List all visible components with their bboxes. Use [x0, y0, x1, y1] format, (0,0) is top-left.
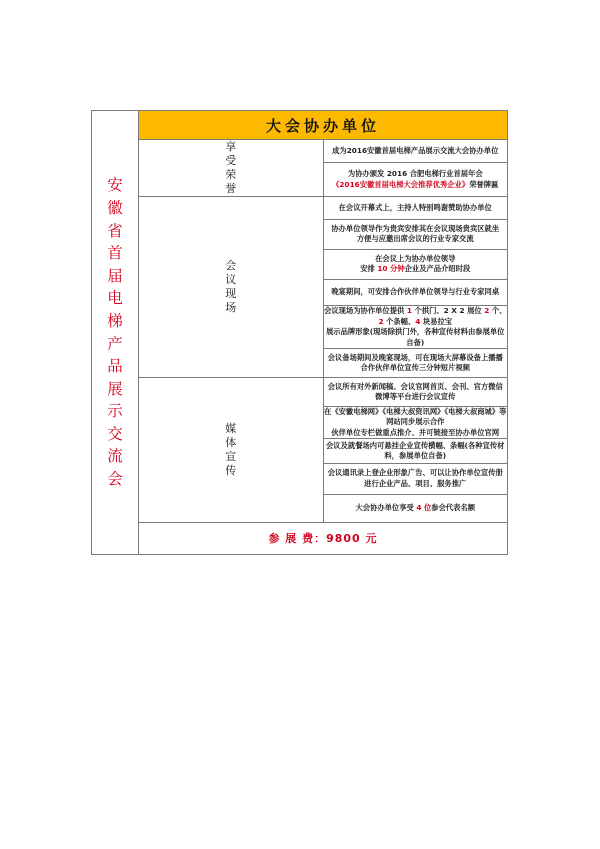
table-row	[92, 140, 508, 163]
item-text: 块易拉宝	[420, 316, 453, 326]
item-text: 会议所有对外新闻稿、会议官网首页、会刊、官方微信	[327, 381, 503, 391]
item-text: 在会议上为协办单位领导	[375, 253, 456, 263]
highlight-text: 《2016安徽首届电梯大会推荐优秀企业》	[332, 179, 470, 189]
item-text: 会议备场期间及晚宴现场，可在现场大屏幕设备上播播	[327, 352, 503, 362]
category-label: 媒体宣传	[225, 422, 237, 478]
side-title-text: 安徽省首届电梯产品展示交流会	[107, 176, 123, 489]
highlight-text: 2	[378, 316, 384, 326]
item-text: 荣誉牌匾	[469, 179, 499, 189]
item-line	[324, 224, 508, 235]
item-text: 个条幅、	[383, 316, 416, 326]
item-line	[324, 407, 508, 428]
item-cell	[323, 306, 508, 349]
highlight-text: 4	[415, 316, 421, 326]
item-cell	[323, 494, 508, 522]
item-text: 成为2016安徽首届电梯产品展示交流大会协办单位	[332, 145, 499, 155]
item-text: 为协办颁发 2016 合肥电梯行业首届年会	[347, 169, 483, 179]
item-line	[324, 428, 508, 439]
cooperation-table	[91, 110, 508, 555]
item-cell	[323, 279, 508, 305]
item-text: 参会代表名额	[431, 502, 476, 512]
category-cell	[139, 378, 324, 522]
item-text: 伙伴单位专栏做重点推介、并可链接至协办单位官网	[331, 427, 500, 437]
fee-row	[92, 522, 508, 554]
highlight-text: 10 分钟	[377, 264, 405, 274]
item-text: 晚宴期间，可安排合作伙伴单位领导与行业专家同桌	[331, 287, 500, 297]
header-row	[92, 111, 508, 140]
item-cell	[323, 140, 508, 163]
item-line	[324, 363, 508, 374]
side-title	[92, 111, 139, 555]
item-text: 大会协办单位享受	[355, 502, 417, 512]
item-text: 进行企业产品、项目、服务推广	[364, 478, 467, 488]
item-text: 合作伙伴单位宣传三分钟短片视频	[360, 363, 470, 373]
category-label: 会议现场	[225, 259, 237, 315]
item-text: 个拱门、2 X 2 展位	[411, 306, 485, 316]
item-cell	[323, 439, 508, 464]
item-line	[324, 382, 508, 393]
item-cell	[323, 249, 508, 279]
highlight-text: 1	[406, 306, 412, 316]
item-cell	[323, 464, 508, 494]
item-line	[324, 392, 508, 403]
item-line	[324, 203, 508, 214]
item-text: 会议通讯录上登企业形象广告、可以让协作单位宣传册	[327, 468, 503, 478]
item-text: 个、	[489, 306, 507, 316]
item-line	[324, 327, 508, 348]
item-line	[324, 287, 508, 298]
item-line	[324, 180, 508, 191]
fee-text: 参 展 费：9800 元	[139, 522, 508, 554]
category-cell	[139, 140, 324, 197]
item-line	[324, 146, 508, 157]
item-text: 方便与应邀出席会议的行业专家交流	[356, 234, 474, 244]
table-row	[92, 378, 508, 406]
item-cell	[323, 219, 508, 249]
item-cell	[323, 406, 508, 439]
table-header: 大会协办单位	[139, 111, 508, 140]
item-line	[324, 169, 508, 180]
item-text: 在《安徽电梯网》《电梯大叔资讯网》《电梯大叔商城》等网站同步展示合作	[324, 406, 507, 427]
item-text: 安排	[360, 264, 378, 274]
item-line	[324, 264, 508, 275]
item-line	[324, 503, 508, 514]
item-line	[324, 468, 508, 479]
item-cell	[323, 197, 508, 219]
item-line	[324, 353, 508, 364]
item-text: 展示品牌形象(现场除拱门外，各种宣传材料由参展单位自备)	[326, 327, 505, 347]
item-text: 在会议开幕式上，主持人特别鸣谢赞助协办单位	[338, 202, 492, 212]
item-line	[324, 234, 508, 245]
item-cell	[323, 378, 508, 406]
highlight-text: 2	[484, 306, 490, 316]
item-text: 会议现场为协作单位提供	[324, 306, 407, 316]
item-text: 会议及就餐场内可悬挂企业宣传横幅、条幅(各种宣传材料，参展单位自备)	[326, 440, 505, 461]
category-label: 享受荣誉	[225, 140, 237, 196]
item-cell	[323, 163, 508, 197]
highlight-text: 4 位	[416, 502, 432, 512]
category-cell	[139, 197, 324, 378]
table-row	[92, 197, 508, 219]
item-line	[324, 254, 508, 265]
item-text: 协办单位领导作为贵宾安排其在会议现场贵宾区就坐	[331, 223, 500, 233]
item-text: 企业及产品介绍时段	[404, 264, 471, 274]
item-line	[324, 479, 508, 490]
item-text: 微博等平台进行会议宣传	[375, 392, 456, 401]
item-line	[324, 306, 508, 327]
item-cell	[323, 349, 508, 378]
item-line	[324, 441, 508, 462]
